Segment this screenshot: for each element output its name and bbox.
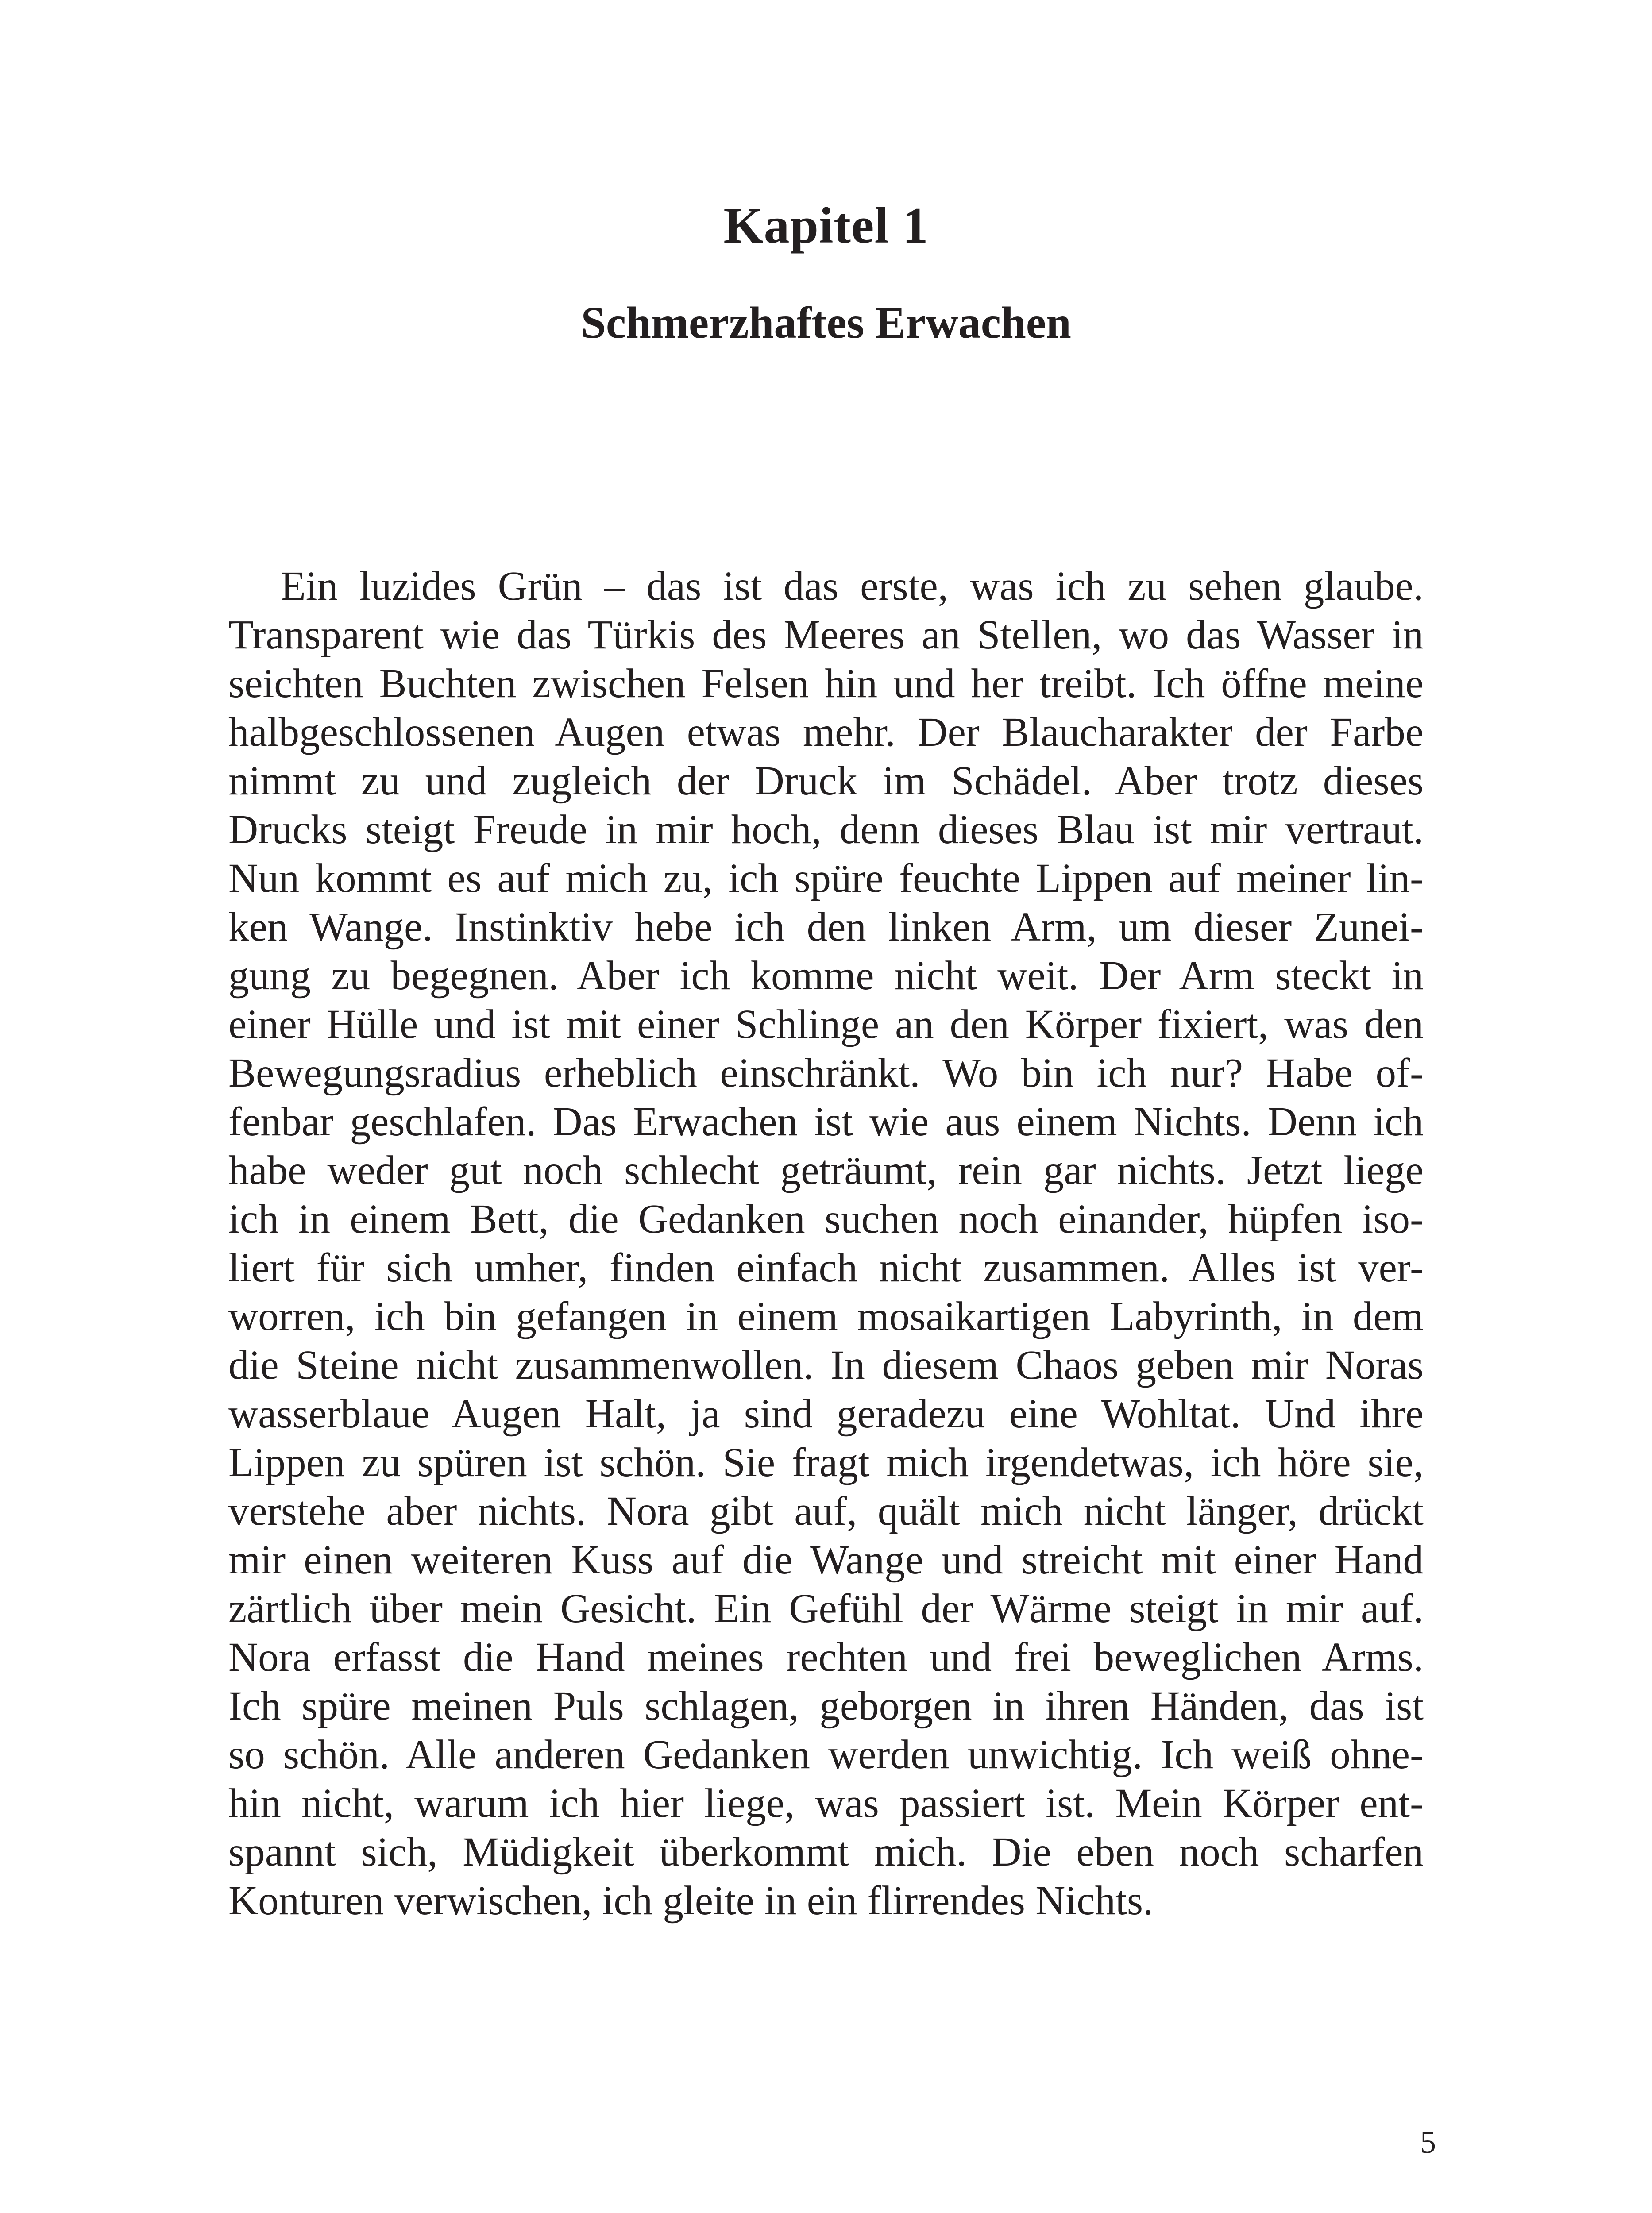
text-line: habe weder gut noch schlecht geträumt, rein gar nichts. Jetzt liege — [228, 1148, 1424, 1193]
text-line: nimmt zu und zugleich der Druck im Schädel. Aber trotz dieses — [228, 758, 1424, 804]
text-line: Ich spüre meinen Puls schlagen, geborgen in ihren Händen, das ist — [228, 1683, 1424, 1729]
text-line: mir einen weiteren Kuss auf die Wange und streicht mit einer Hand — [228, 1537, 1424, 1583]
text-line: hin nicht, warum ich hier liege, was passiert ist. Mein Körper ent- — [228, 1781, 1424, 1826]
text-line: einer Hülle und ist mit einer Schlinge an den Körper fixiert, was den — [228, 1002, 1424, 1047]
text-line: verstehe aber nichts. Nora gibt auf, quält mich nicht länger, drückt — [228, 1488, 1424, 1534]
text-line: seichten Buchten zwischen Felsen hin und her treibt. Ich öffne meine — [228, 661, 1424, 706]
text-line: zärtlich über mein Gesicht. Ein Gefühl der Wärme steigt in mir auf. — [228, 1586, 1424, 1631]
text-line: Transparent wie das Türkis des Meeres an Stellen, wo das Wasser in — [228, 612, 1424, 658]
text-line: liert für sich umher, finden einfach nicht zusammen. Alles ist ver- — [228, 1245, 1424, 1291]
text-line: Bewegungsradius erheblich einschränkt. Wo bin ich nur? Habe of- — [228, 1050, 1424, 1096]
text-line: gung zu begegnen. Aber ich komme nicht weit. Der Arm steckt in — [228, 953, 1424, 999]
text-line: Nun kommt es auf mich zu, ich spüre feuchte Lippen auf meiner lin- — [228, 856, 1424, 901]
text-line: worren, ich bin gefangen in einem mosaikartigen Labyrinth, in dem — [228, 1294, 1424, 1339]
text-line: Konturen verwischen, ich gleite in ein flirrendes Nichts. — [228, 1878, 1154, 1924]
text-line: halbgeschlossenen Augen etwas mehr. Der Blaucharakter der Farbe — [228, 709, 1424, 755]
text-line: Ein luzides Grün – das ist das erste, was ich zu sehen glaube. — [281, 563, 1424, 609]
text-line: so schön. Alle anderen Gedanken werden unwichtig. Ich weiß ohne- — [228, 1732, 1424, 1777]
text-line: die Steine nicht zusammenwollen. In diesem Chaos geben mir Noras — [228, 1342, 1424, 1388]
chapter-number: Kapitel 1 — [723, 197, 929, 254]
text-line: spannt sich, Müdigkeit überkommt mich. Die eben noch scharfen — [228, 1829, 1424, 1875]
text-line: Drucks steigt Freude in mir hoch, denn dieses Blau ist mir vertraut. — [228, 807, 1424, 852]
text-line: Lippen zu spüren ist schön. Sie fragt mich irgendetwas, ich höre sie, — [228, 1440, 1424, 1485]
text-line: fenbar geschlafen. Das Erwachen ist wie aus einem Nichts. Denn ich — [228, 1099, 1424, 1145]
text-line: ich in einem Bett, die Gedanken suchen noch einander, hüpfen iso- — [228, 1196, 1424, 1242]
chapter-title: Schmerzhaftes Erwachen — [581, 298, 1071, 348]
chapter-body-paragraph — [228, 562, 1424, 1925]
text-line: ken Wange. Instinktiv hebe ich den linken Arm, um dieser Zunei- — [228, 904, 1424, 950]
text-line: Nora erfasst die Hand meines rechten und frei beweglichen Arms. — [228, 1635, 1424, 1680]
page-number: 5 — [1420, 2124, 1436, 2160]
text-line: wasserblaue Augen Halt, ja sind geradezu eine Wohltat. Und ihre — [228, 1391, 1424, 1437]
